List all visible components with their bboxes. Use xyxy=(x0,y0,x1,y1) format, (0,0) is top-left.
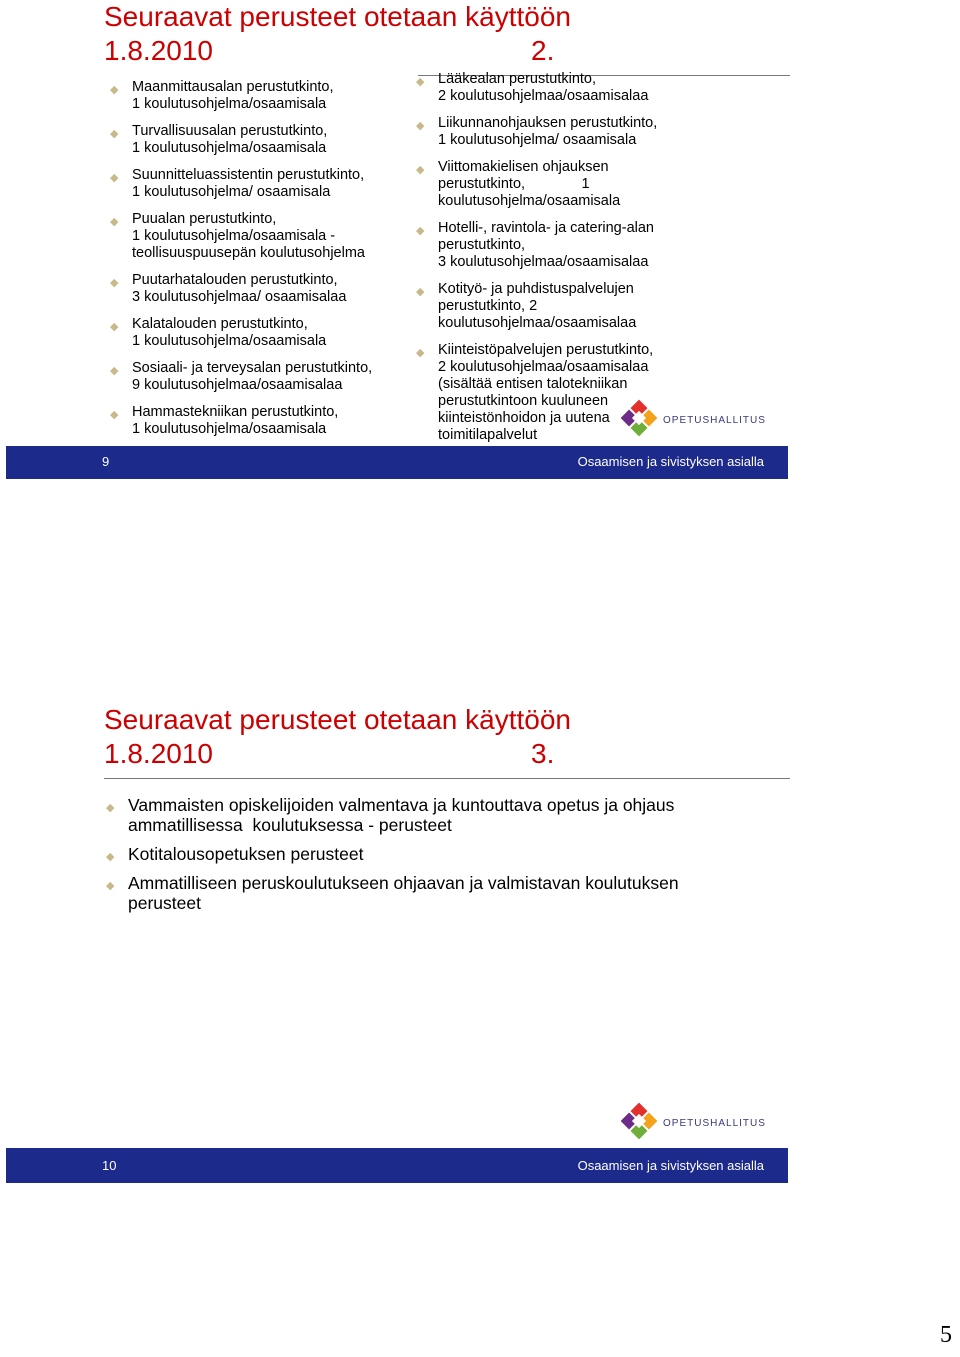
diamond-bullet-icon: ◆ xyxy=(110,216,119,228)
list-item xyxy=(106,795,766,835)
bullet-list xyxy=(106,795,766,922)
list-item-text: Suunnitteluassistentin perustutkinto, xyxy=(132,167,365,183)
list-item xyxy=(110,211,410,262)
list-item-text: Puutarhatalouden perustutkinto, xyxy=(132,272,338,288)
list-item-text: Sosiaali- ja terveysalan perustutkinto, xyxy=(132,360,373,376)
diamond-bullet-icon: ◆ xyxy=(416,286,425,298)
list-item-text: Turvallisuusalan perustutkinto, xyxy=(132,123,328,139)
opetushallitus-logo xyxy=(621,397,771,444)
footer-tagline: Osaamisen ja sivistyksen asialla xyxy=(577,1158,764,1173)
diamond-bullet-icon: ◆ xyxy=(106,880,115,892)
title-line xyxy=(104,34,571,68)
title-line xyxy=(104,737,571,771)
list-item-text: perustutkinto, 2 xyxy=(438,298,538,314)
diamond-bullet-icon: ◆ xyxy=(110,365,119,377)
diamond-bullet-icon: ◆ xyxy=(416,120,425,132)
slide-footer xyxy=(6,1148,788,1183)
diamond-bullet-icon: ◆ xyxy=(416,76,425,88)
page-number: 5 xyxy=(940,1322,952,1348)
list-item-text: 3 koulutusohjelmaa/osaamisalaa xyxy=(438,254,649,270)
list-item-text: Kotitalousopetuksen perusteet xyxy=(128,844,364,864)
list-item-text: perustutkintoon kuuluneen xyxy=(438,393,609,409)
diamond-bullet-icon: ◆ xyxy=(110,172,119,184)
title-line: Seuraavat perusteet otetaan käyttöön xyxy=(104,1,571,32)
list-item-text: kiinteistönhoidon ja uutena xyxy=(438,410,610,426)
opetushallitus-logo-icon xyxy=(621,397,771,439)
title-date: 1.8.2010 xyxy=(104,35,213,66)
list-item-text: Kiinteistöpalvelujen perustutkinto, xyxy=(438,342,654,358)
list-item xyxy=(416,220,716,271)
list-item-text: Ammatilliseen peruskoulutukseen ohjaavan ja valmistavan koulutuksen xyxy=(128,873,679,893)
list-item xyxy=(110,272,410,306)
list-item-text: Vammaisten opiskelijoiden valmentava ja kuntouttava opetus ja ohjaus xyxy=(128,795,675,815)
slide-title xyxy=(104,0,571,68)
list-item xyxy=(110,360,410,394)
list-item-text: teollisuuspuusepän koulutusohjelma xyxy=(132,245,365,261)
list-item xyxy=(416,71,716,105)
list-item-text: 2 koulutusohjelmaa/osaamisalaa xyxy=(438,359,649,375)
list-item-text: ammatillisessa koulutuksessa - perusteet xyxy=(128,815,452,835)
list-item-text: 9 koulutusohjelmaa/osaamisalaa xyxy=(132,377,343,393)
list-item-text: Viittomakielisen ohjauksen xyxy=(438,159,609,175)
opetushallitus-logo xyxy=(621,1100,771,1147)
diamond-bullet-icon: ◆ xyxy=(416,225,425,237)
list-item-text: Kotityö- ja puhdistuspalvelujen xyxy=(438,281,634,297)
diamond-bullet-icon: ◆ xyxy=(110,321,119,333)
title-line: Seuraavat perusteet otetaan käyttöön xyxy=(104,704,571,735)
list-item-text: Kalatalouden perustutkinto, xyxy=(132,316,308,332)
list-item-text: Hotelli-, ravintola- ja catering-alan xyxy=(438,220,654,236)
list-item-text: 1 koulutusohjelma/osaamisala - xyxy=(132,228,336,244)
list-item-text: toimitilapalvelut xyxy=(438,427,538,443)
slide-number: 10 xyxy=(102,1158,117,1173)
slide-footer xyxy=(6,446,788,479)
opetushallitus-logo-icon xyxy=(621,1100,771,1142)
list-item xyxy=(416,281,716,332)
list-item xyxy=(110,404,410,438)
diamond-bullet-icon: ◆ xyxy=(110,409,119,421)
title-number: 3. xyxy=(531,738,555,769)
list-item-text: 2 koulutusohjelmaa/osaamisalaa xyxy=(438,88,649,104)
list-item-text: perusteet xyxy=(128,893,201,913)
diamond-bullet-icon: ◆ xyxy=(110,277,119,289)
list-item-text: (sisältää entisen talotekniikan xyxy=(438,376,628,392)
diamond-bullet-icon: ◆ xyxy=(416,347,425,359)
diamond-bullet-icon: ◆ xyxy=(416,164,425,176)
list-item-text: 1 koulutusohjelma/osaamisala xyxy=(132,140,327,156)
logo-text: OPETUSHALLITUS xyxy=(663,1118,766,1129)
list-item xyxy=(106,844,766,864)
list-item xyxy=(110,316,410,350)
list-item-text: koulutusohjelmaa/osaamisalaa xyxy=(438,315,637,331)
title-rule xyxy=(104,778,790,779)
footer-tagline: Osaamisen ja sivistyksen asialla xyxy=(577,454,764,469)
list-item-text: perustutkinto, xyxy=(438,237,526,253)
list-item-text: Hammastekniikan perustutkinto, xyxy=(132,404,339,420)
list-item xyxy=(110,167,410,201)
list-item-text: 1 koulutusohjelma/osaamisala xyxy=(132,421,327,437)
diamond-bullet-icon: ◆ xyxy=(110,84,119,96)
diamond-bullet-icon: ◆ xyxy=(106,802,115,814)
list-item-text: perustutkinto, 1 xyxy=(438,176,590,192)
list-item-text: Puualan perustutkinto, xyxy=(132,211,277,227)
list-item-text: Lääkealan perustutkinto, xyxy=(438,71,596,87)
left-bullet-list xyxy=(110,79,410,448)
list-item-text: 1 koulutusohjelma/osaamisala xyxy=(132,96,327,112)
list-item xyxy=(416,115,716,149)
slide-title xyxy=(104,703,571,771)
list-item-text: 3 koulutusohjelmaa/ osaamisalaa xyxy=(132,289,347,305)
list-item-text: 1 koulutusohjelma/ osaamisala xyxy=(132,184,331,200)
list-item-text: 1 koulutusohjelma/ osaamisala xyxy=(438,132,637,148)
list-item xyxy=(106,873,766,913)
title-number: 2. xyxy=(531,35,555,66)
right-bullet-list xyxy=(416,71,716,446)
logo-text: OPETUSHALLITUS xyxy=(663,415,766,426)
list-item xyxy=(110,79,410,113)
diamond-bullet-icon: ◆ xyxy=(110,128,119,140)
list-item-text: Maanmittausalan perustutkinto, xyxy=(132,79,334,95)
title-date: 1.8.2010 xyxy=(104,738,213,769)
list-item-text: Liikunnanohjauksen perustutkinto, xyxy=(438,115,658,131)
list-item xyxy=(416,159,716,210)
list-item-text: koulutusohjelma/osaamisala xyxy=(438,193,621,209)
list-item xyxy=(110,123,410,157)
list-item-text: 1 koulutusohjelma/osaamisala xyxy=(132,333,327,349)
slide-number: 9 xyxy=(102,454,110,469)
diamond-bullet-icon: ◆ xyxy=(106,851,115,863)
